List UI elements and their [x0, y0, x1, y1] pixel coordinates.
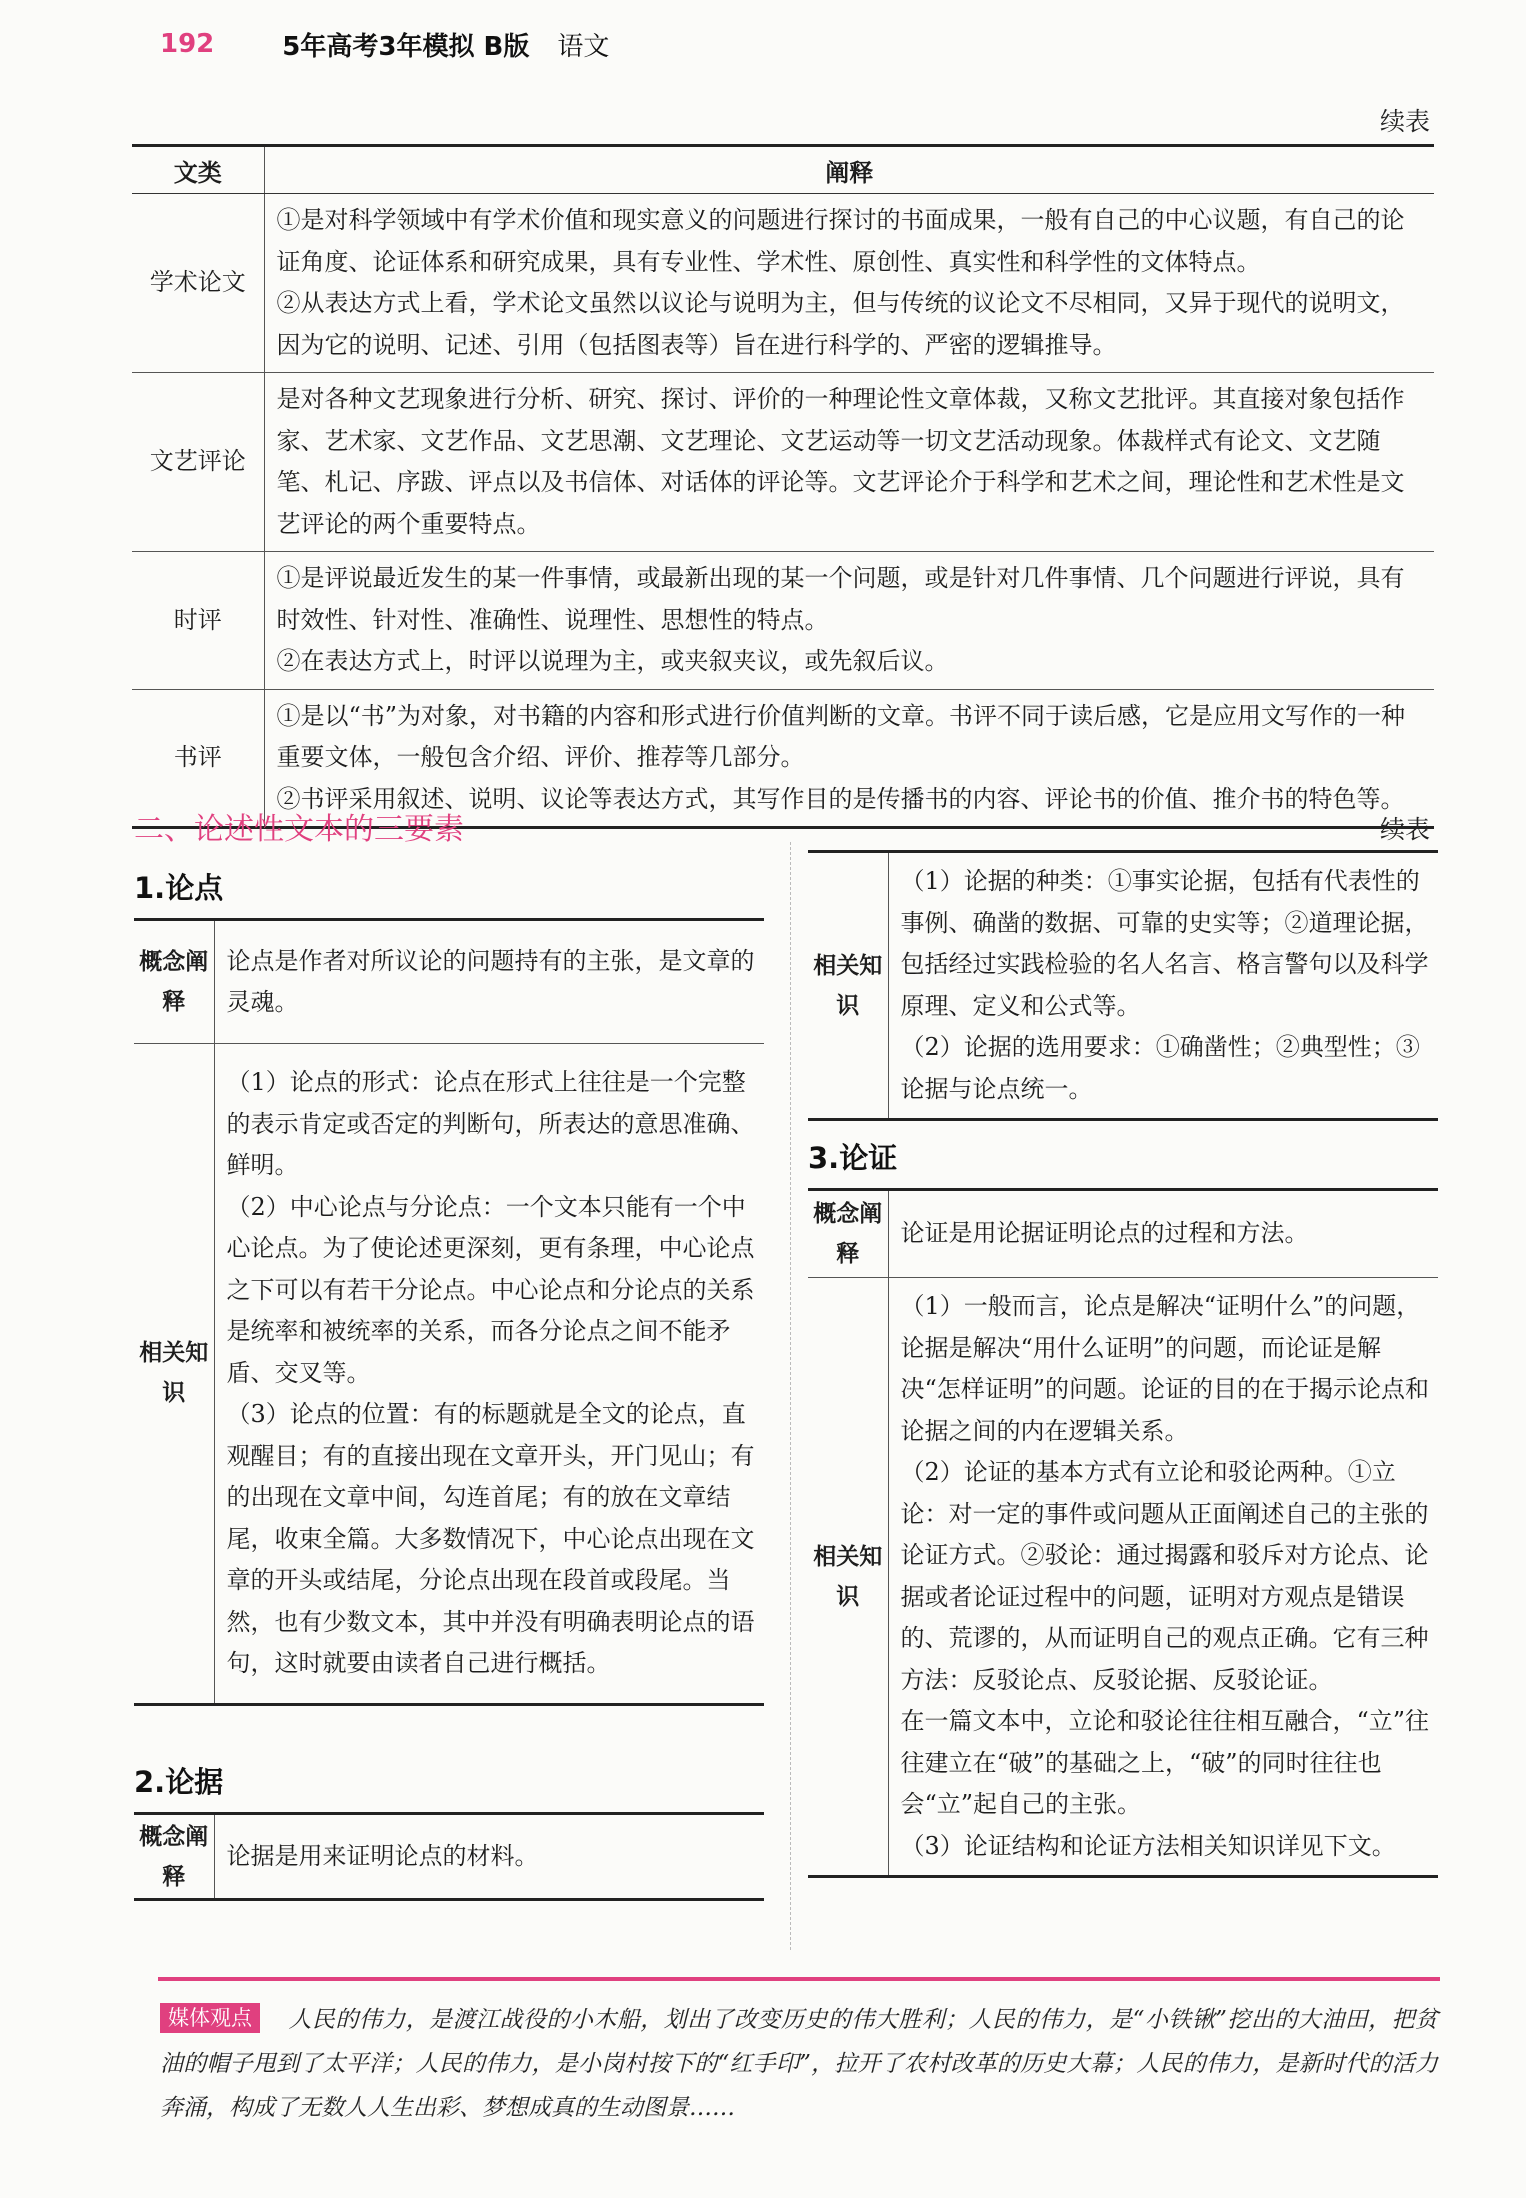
table-row [132, 194, 1434, 373]
concept-text: 论点是作者对所议论的问题持有的主张，是文章的灵魂。 [226, 946, 755, 1016]
genre-name: 书评 [132, 689, 264, 828]
table-row [134, 1814, 764, 1900]
related-paragraph: （2）论据的选用要求：①确凿性；②典型性；③论据与论点统一。 [900, 1033, 1420, 1103]
lundian-table [134, 918, 764, 1706]
subject-label: 语文 [557, 31, 610, 62]
subheading-lunju: 2.论据 [134, 1765, 224, 1799]
table-row [808, 852, 1438, 1120]
related-text [888, 1278, 1438, 1877]
explanation-paragraph: ②在表达方式上，时评以说理为主，或夹叙夹议，或先叙后议。 [276, 647, 949, 675]
subheading-lunzheng: 3.论证 [808, 1141, 898, 1175]
genre-table [132, 144, 1434, 829]
continued-label-right: 续表 [1380, 815, 1431, 844]
explanation-paragraph: ②从表达方式上看，学术论文虽然以议论与说明为主，但与传统的议论文不尽相同，又异于现代的说明文，因为它的说明、记述、引用（包括图表等）旨在进行科学的、严密的逻辑推导。 [276, 289, 1405, 359]
explanation-paragraph: ①是以“书”为对象，对书籍的内容和形式进行价值判断的文章。书评不同于读后感，它是应用文写作的一种重要文体，一般包含介绍、评价、推荐等几部分。 [276, 701, 1406, 771]
continued-label-top: 续表 [1380, 107, 1431, 136]
table-row [134, 920, 764, 1044]
genre-explanation [264, 194, 1434, 373]
related-label: 相关知识 [808, 852, 888, 1120]
related-paragraph: （1）一般而言，论点是解决“证明什么”的问题，论据是解决“用什么证明”的问题，而论证是解决“怎样证明”的问题。论证的目的在于揭示论点和论据之间的内在逻辑关系。 [900, 1292, 1430, 1445]
page-header [160, 24, 609, 64]
subheading-lundian: 1.论点 [134, 871, 224, 905]
genre-explanation [264, 552, 1434, 690]
related-text [214, 1044, 764, 1705]
media-text: 人民的伟力，是渡江战役的小木船，划出了改变历史的伟大胜利；人民的伟力，是“小铁锹”挖出的大油田，把贫油的帽子甩到了太平洋；人民的伟力，是小岗村按下的“红手印”，拉开了农村改革的历史大幕；人民的伟力，是新时代的活力奔涌，构成了无数人人生出彩、梦想成真的生动图景…… [160, 2007, 1438, 2121]
header-explanation: 阐释 [264, 146, 1434, 194]
genre-explanation [264, 373, 1434, 552]
related-paragraph: （2）论证的基本方式有立论和驳论两种。①立论：对一定的事件或问题从正面阐述自己的主张的论证方式。②驳论：通过揭露和驳斥对方论点、论据或者论证过程中的问题，证明对方观点是错误的、荒谬的，从而证明自己的观点正确。它有三种方法：反驳论点、反驳论据、反驳论证。 [900, 1458, 1429, 1694]
concept-label: 概念阐释 [134, 1814, 214, 1900]
related-paragraph: （3）论证结构和论证方法相关知识详见下文。 [900, 1831, 1396, 1860]
table-row [134, 1044, 764, 1705]
concept-label: 概念阐释 [808, 1190, 888, 1278]
table-row [132, 373, 1434, 552]
related-label: 相关知识 [808, 1278, 888, 1877]
table-row [808, 1278, 1438, 1877]
lunzheng-table [808, 1188, 1438, 1878]
table-row [808, 1190, 1438, 1278]
concept-label: 概念阐释 [134, 920, 214, 1044]
media-divider [158, 1977, 1440, 1981]
explanation-paragraph: 是对各种文艺现象进行分析、研究、探讨、评价的一种理论性文章体裁，又称文艺批评。其直接对象包括作家、艺术家、文艺作品、文艺思潮、文艺理论、文艺运动等一切文艺活动现象。体裁样式有论文、文艺随笔、札记、序跋、评点以及书信体、对话体的评论等。文艺评论介于科学和艺术之间，理论性和艺术性是文艺评论的两个重要特点。 [276, 385, 1405, 538]
genre-name: 文艺评论 [132, 373, 264, 552]
related-paragraph: （3）论点的位置：有的标题就是全文的论点，直观醒目；有的直接出现在文章开头，开门见山；有的出现在文章中间，勾连首尾；有的放在文章结尾，收束全篇。大多数情况下，中心论点出现在文章的开头或结尾，分论点出现在段首或段尾。当然，也有少数文本，其中并没有明确表明论点的语句，这时就要由读者自己进行概括。 [226, 1400, 755, 1677]
book-title: 5年高考3年模拟 B版 [282, 31, 530, 62]
table-row [132, 552, 1434, 690]
lunju-table [134, 1812, 764, 1901]
column-divider [790, 842, 791, 1950]
explanation-paragraph: ①是评说最近发生的某一件事情，或最新出现的某一个问题，或是针对几件事情、几个问题进行评说，具有时效性、针对性、准确性、说理性、思想性的特点。 [276, 564, 1405, 634]
related-paragraph: 在一篇文本中，立论和驳论往往相互融合，“立”往往建立在“破”的基础之上，“破”的同时往往也会“立”起自己的主张。 [900, 1707, 1430, 1818]
header-genre: 文类 [132, 146, 264, 194]
related-paragraph: （1）论点的形式：论点在形式上往往是一个完整的表示肯定或否定的判断句，所表达的意思准确、鲜明。 [226, 1068, 755, 1179]
related-paragraph: （1）论据的种类：①事实论据，包括有代表性的事例、确凿的数据、可靠的史实等；②道理论据，包括经过实践检验的名人名言、格言警句以及科学原理、定义和公式等。 [900, 867, 1429, 1020]
explanation-paragraph: ①是对科学领域中有学术价值和现实意义的问题进行探讨的书面成果，一般有自己的中心议题，有自己的论证角度、论证体系和研究成果，具有专业性、学术性、原创性、真实性和科学性的文体特点。 [276, 206, 1405, 276]
related-label: 相关知识 [134, 1044, 214, 1705]
genre-name: 学术论文 [132, 194, 264, 373]
page-number: 192 [160, 29, 215, 59]
section-heading: 二、论述性文本的三要素 [134, 812, 464, 847]
explanation-paragraph: ②书评采用叙述、说明、议论等表达方式，其写作目的是传播书的内容、评论书的价值、推介书的特色等。 [276, 784, 1405, 813]
genre-name: 时评 [132, 552, 264, 690]
related-text [888, 852, 1438, 1120]
media-viewpoint [160, 1998, 1438, 2130]
concept-text: 论据是用来证明论点的材料。 [226, 1841, 539, 1870]
related-paragraph: （2）中心论点与分论点：一个文本只能有一个中心论点。为了使论述更深刻，更有条理，中心论点之下可以有若干分论点。中心论点和分论点的关系是统率和被统率的关系，而各分论点之间不能矛盾、交叉等。 [226, 1192, 755, 1387]
lunju-continued-table [808, 850, 1438, 1121]
concept-text: 论证是用论据证明论点的过程和方法。 [900, 1219, 1309, 1248]
media-tag: 媒体观点 [160, 2003, 260, 2033]
